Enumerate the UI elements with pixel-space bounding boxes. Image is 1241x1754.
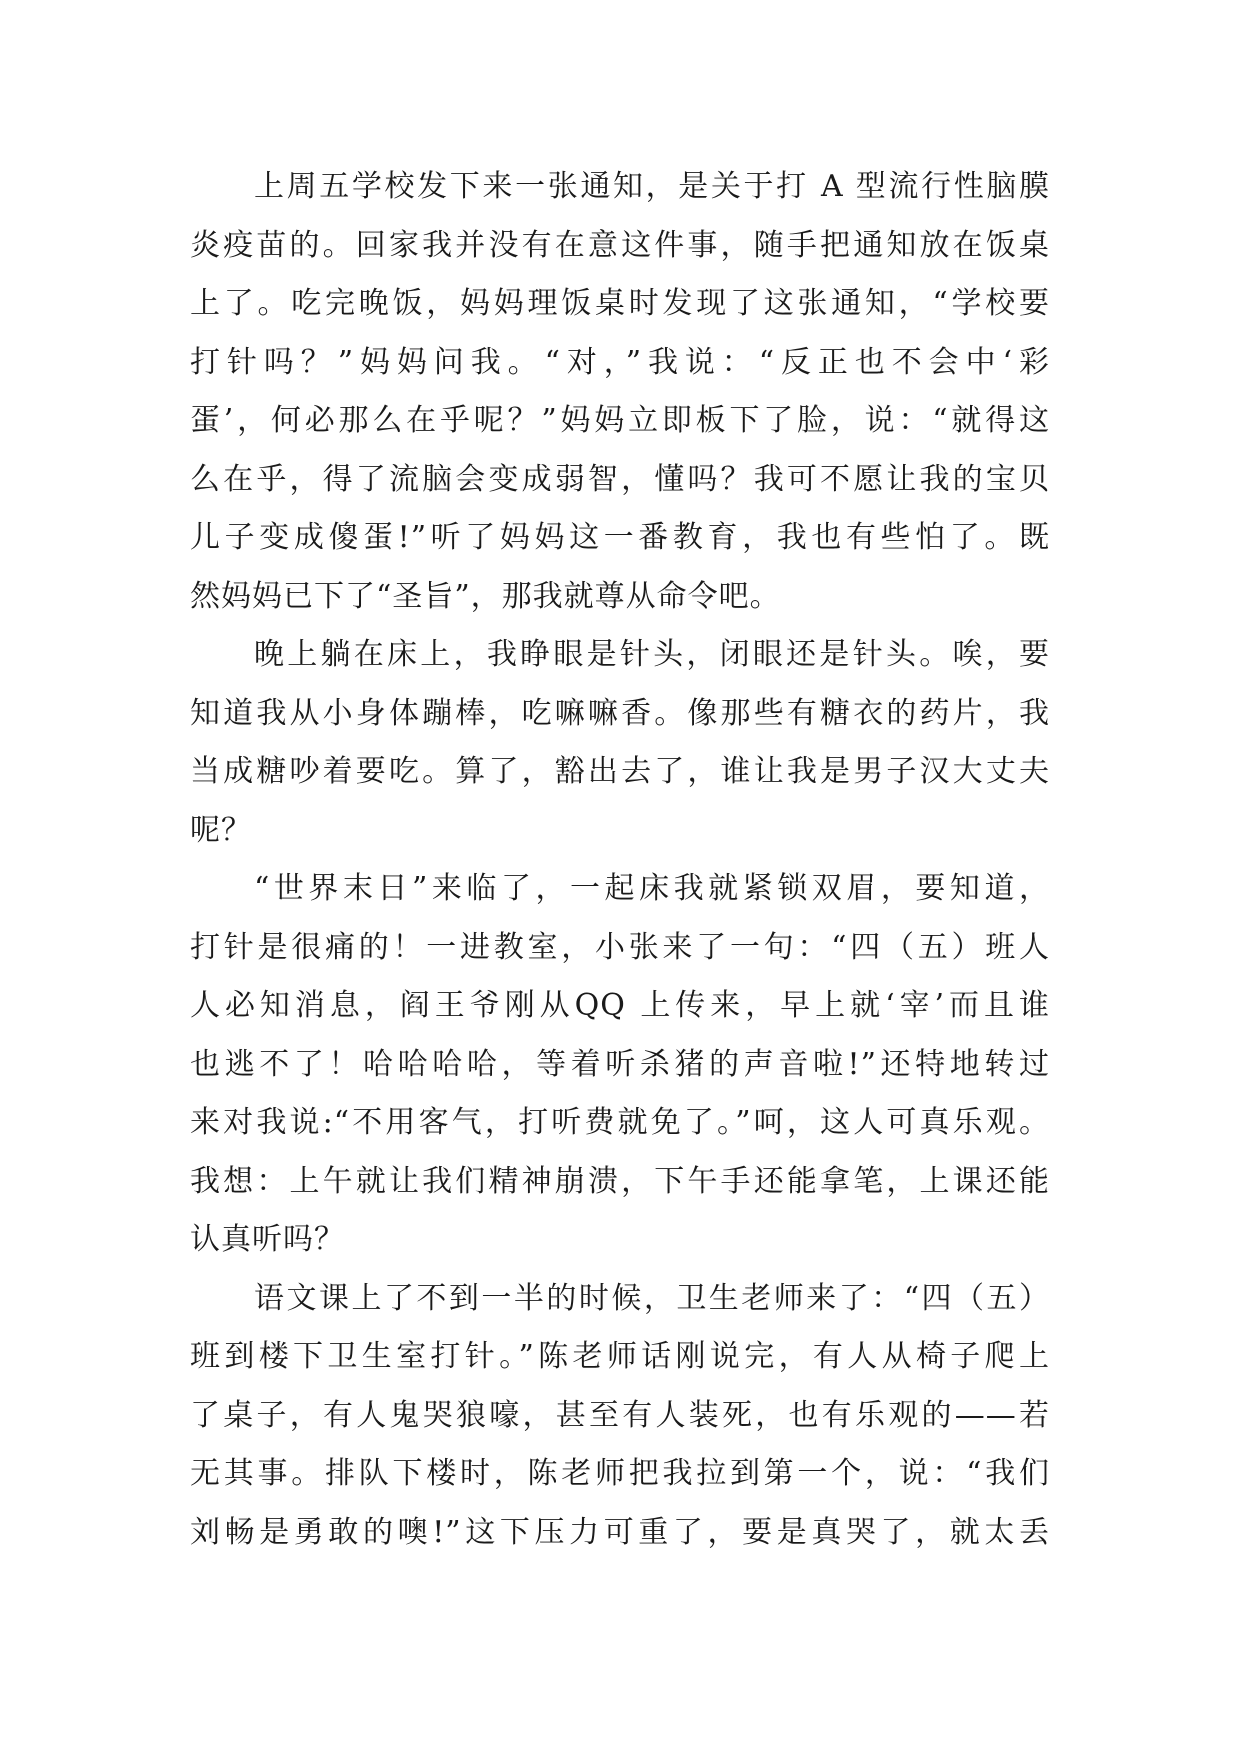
text-line: 呢？ [190,812,252,848]
paragraph-2 [190,626,1050,860]
text-line: 无其事。排队下楼时，陈老师把我拉到第一个，说：“我们 [190,1456,1050,1491]
text-line: 儿子变成傻蛋!”听了妈妈这一番教育，我也有些怕了。既 [190,520,1050,555]
text-line: 知道我从小身体蹦棒，吃嘛嘛香。像那些有糖衣的药片，我 [190,695,1050,731]
text-line: 了桌子，有人鬼哭狼嚎，甚至有人装死，也有乐观的——若 [190,1397,1050,1433]
text-line: 上了。吃完晚饭，妈妈理饭桌时发现了这张通知，“学校要 [190,286,1050,321]
paragraph-3 [190,860,1050,1270]
text-line: 班到楼下卫生室打针。”陈老师话刚说完，有人从椅子爬上 [190,1339,1050,1374]
text-line: 么在乎，得了流脑会变成弱智，懂吗？我可不愿让我的宝贝 [190,461,1050,497]
text-line: 人必知消息，阎王爷刚从QQ 上传来，早上就‘宰’而且谁 [190,988,1050,1023]
text-line: 炎疫苗的。回家我并没有在意这件事，随手把通知放在饭桌 [190,227,1050,263]
text-line: 也逃不了！哈哈哈哈，等着听杀猪的声音啦!”还特地转过 [190,1046,1050,1082]
text-line: 语文课上了不到一半的时候，卫生老师来了：“四（五） [254,1280,1050,1316]
text-line: “世界末日”来临了，一起床我就紧锁双眉，要知道， [254,871,1050,906]
text-line: 晚上躺在床上，我睁眼是针头，闭眼还是针头。唉，要 [254,637,1050,672]
text-line: 刘畅是勇敢的噢!”这下压力可重了，要是真哭了，就太丢 [190,1514,1050,1550]
text-line: 上周五学校发下来一张通知，是关于打 A 型流行性脑膜 [254,169,1050,204]
text-line: 然妈妈已下了“圣旨”，那我就尊从命令吧。 [190,578,781,614]
text-line: 来对我说:“不用客气，打听费就免了。”呵，这人可真乐观。 [190,1105,1050,1140]
paragraph-1 [190,158,1050,626]
text-line: 蛋’，何必那么在乎呢？”妈妈立即板下了脸，说：“就得这 [190,403,1050,438]
text-line: 我想：上午就让我们精神崩溃，下午手还能拿笔，上课还能 [190,1163,1050,1199]
text-line: 打针吗？”妈妈问我。“对，”我说：“反正也不会中‘彩 [190,344,1050,380]
text-line: 认真听吗？ [190,1222,345,1257]
body-text [190,158,1050,1562]
paragraph-4 [190,1270,1050,1563]
text-line: 打针是很痛的！一进教室，小张来了一句：“四（五）班人 [190,929,1050,965]
text-line: 当成糖吵着要吃。算了，豁出去了，谁让我是男子汉大丈夫 [190,754,1050,789]
